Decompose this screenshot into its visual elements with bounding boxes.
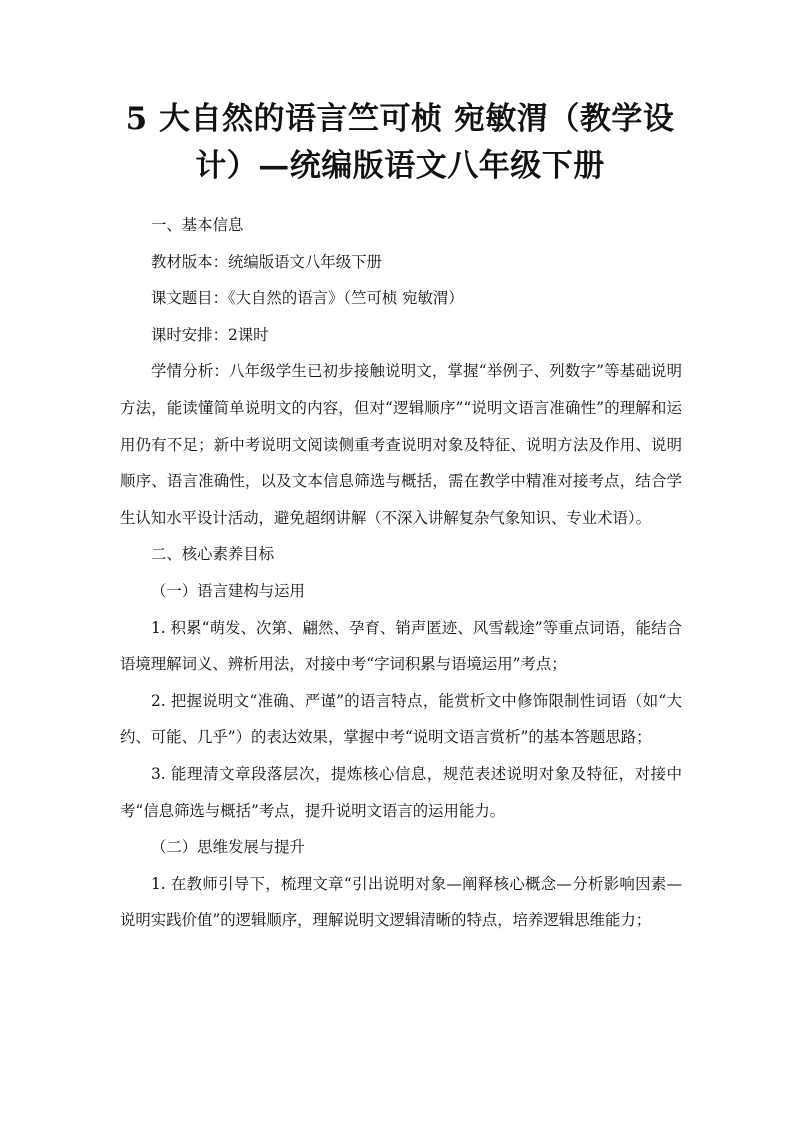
paragraph-learner-analysis: 学情分析：八年级学生已初步接触说明文，掌握“举例子、列数字”等基础说明方法，能读懂简单说明文的内容，但对“逻辑顺序”“说明文语言准确性”的理解和运用仍有不足；新中考说明文阅读侧重考查说明对象及特征、说明方法及作用、说明顺序、语言准确性，以及文本信息筛选与概括，需在教学中精准对接考点，结合学生认知水平设计活动，避免超纲讲解（不深入讲解复杂气象知识、专业术语）。: [120, 362, 682, 527]
paragraph-thinking-goal-1: 1. 在教师引导下，梳理文章“引出说明对象—阐释核心概念—分析影响因素—说明实践价值”的逻辑顺序，理解说明文逻辑清晰的特点，培养逻辑思维能力；: [120, 874, 682, 930]
paragraph-textbook-version: 教材版本：统编版语文八年级下册: [151, 252, 382, 271]
paragraph-language-goal-2: 2. 把握说明文“准确、严谨”的语言特点，能赏析文中修饰限制性词语（如“大约、可能、几乎”）的表达效果，掌握中考“说明文语言赏析”的基本答题思路；: [120, 691, 682, 747]
paragraph-class-hours: 课时安排：2课时: [151, 325, 269, 344]
subsection-heading-language: （一）语言建构与运用: [151, 581, 305, 600]
paragraph-language-goal-3: 3. 能理清文章段落层次，提炼核心信息，规范表述说明对象及特征，对接中考“信息筛选与概括”考点，提升说明文语言的运用能力。: [120, 764, 682, 820]
document-title: 5 大自然的语言竺可桢 宛敏渭（教学设计）—统编版语文八年级下册: [125, 101, 675, 184]
paragraph-language-goal-1: 1. 积累“萌发、次第、翩然、孕育、销声匿迹、风雪载途”等重点词语，能结合语境理解词义、辨析用法，对接中考“字词积累与语境运用”考点；: [120, 618, 682, 674]
section-heading-core-goals: 二、核心素养目标: [151, 545, 275, 564]
document-body: [120, 207, 682, 939]
paragraph-lesson-title: 课文题目：《大自然的语言》（竺可桢 宛敏渭）: [151, 289, 464, 308]
section-heading-basic-info: 一、基本信息: [151, 216, 244, 234]
subsection-heading-thinking: （二）思维发展与提升: [151, 838, 305, 857]
